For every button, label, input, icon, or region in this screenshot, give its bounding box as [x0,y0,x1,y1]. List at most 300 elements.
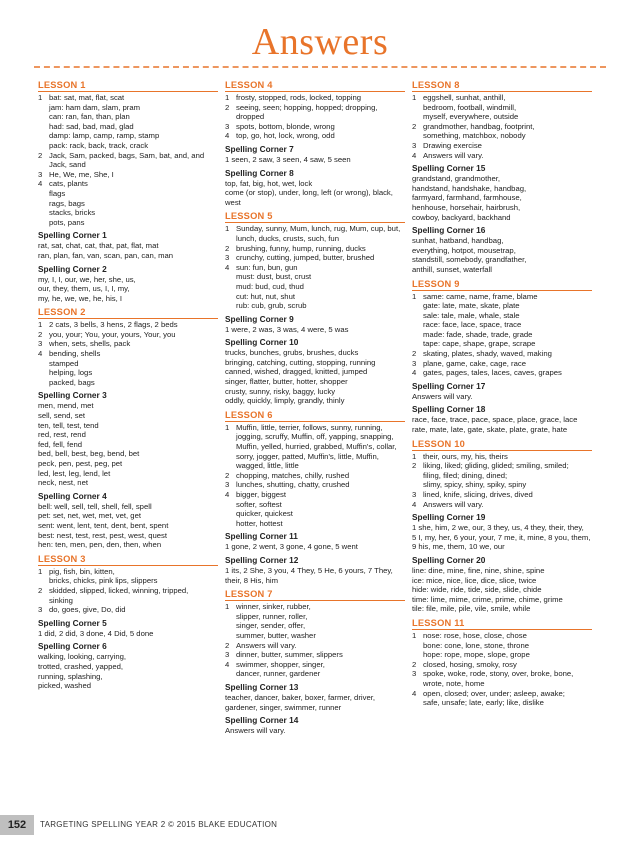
answer-line: rub: cub, grub, scrub [236,301,307,311]
answer-line: stamped [49,358,79,368]
answer-line: closed, hosing, smoky, rosy [423,659,517,669]
answer-line: sun: fun, bun, gun [236,262,298,272]
answer-line: liking, liked; gliding, glided; smiling, smiled; [423,461,569,471]
item-number: 3 [412,490,417,499]
answer-line: made: fade, shade, trade, grade [423,329,533,339]
answer-line: bending, shells [49,349,101,359]
answer-line: trotted, crashed, yapped, [38,661,124,671]
item-number: 1 [38,320,43,330]
answer-line: do, goes, give, Do, did [49,605,126,615]
item-number: 4 [225,262,230,272]
answer-line: mud: bud, cud, thud [236,281,304,291]
answer-item [412,141,592,151]
answer-item [412,151,592,161]
answer-item [225,480,405,490]
lesson-heading: LESSON 10 [412,438,592,451]
answer-line: Answers will vary. [412,391,473,401]
title-divider [34,66,606,68]
lesson-heading: LESSON 8 [412,79,592,92]
answer-line: 1 gone, 2 went, 3 gone, 4 gone, 5 went [225,542,358,552]
spelling-corner-heading: Spelling Corner 20 [412,554,486,565]
item-body [236,650,343,660]
answer-line: crusty, sunny, risky, baggy, lucky [225,386,336,396]
answer-line: winner, sinker, rubber, [236,602,311,612]
answer-line: race: face, lace, space, trace [423,320,522,330]
answer-line: Answers will vary. [423,150,484,160]
answer-line: ice: mice, nice, lice, dice, slice, twice [412,575,537,585]
answer-line: line: dine, mine, fine, nine, shine, spine [412,565,545,575]
lesson-heading: LESSON 5 [225,210,405,223]
item-number: 3 [225,253,230,263]
answer-line: lined, knife, slicing, drives, dived [423,490,533,499]
answer-line: rat, sat, chat, cat, that, pat, flat, mat [38,241,159,251]
answer-line: hen: ten, men, pen, den, then, when [38,540,162,550]
item-number: 1 [38,566,43,576]
answer-line: rags, bags [49,198,85,208]
answer-line: 1 its, 2 She, 3 you, 4 They, 5 He, 6 yours, 7 They, [225,565,393,575]
answer-line: gardener, singer, swimmer, runner [225,702,342,712]
answer-line: spots, bottom, blonde, wrong [236,121,335,131]
item-number: 3 [38,169,43,179]
answer-line: come (or stop), under, long, left (or wrong), black, [225,188,393,198]
item-body [423,368,562,378]
answer-line: bell: well, sell, tell, shell, fell, spell [38,501,152,511]
answer-item [412,93,592,122]
item-body [49,179,95,227]
page-title: Answers [251,21,389,63]
answer-item [38,567,218,586]
answer-line: our, they, them, us, I, I, my, [38,284,130,294]
item-number: 2 [225,243,230,253]
spelling-corner-heading: Spelling Corner 2 [38,263,107,274]
answer-line: brushing, funny, hump, running, ducks [236,243,366,253]
item-number: 2 [412,461,417,471]
answer-line: henhouse, horsehair, hairbrush, [412,202,521,212]
answer-line: dancer, runner, gardener [236,669,321,679]
answer-line: had: sad, bad, mad, glad [49,121,134,131]
item-body [236,471,349,481]
item-body [236,490,293,528]
answer-line: must: dust, bust, crust [236,272,312,282]
page-number: 152 [0,815,34,835]
answer-item [38,93,218,151]
answer-line: sunhat, hatband, handbag, [412,236,504,246]
answer-line: sinking [49,595,73,605]
answer-line: you, your; You, your, yours, Your, you [49,329,176,339]
answer-line: bricks, chicks, pink lips, slippers [49,576,158,586]
answer-line: Answers will vary. [225,726,286,736]
spelling-corner-heading: Spelling Corner 14 [225,715,299,726]
item-body [423,93,518,122]
item-body [236,93,361,103]
answer-line: my, I, I, our, we, her, she, us, [38,274,136,284]
answer-item [38,179,218,227]
answer-line: ran, plan, fan, van, scan, pan, can, man [38,250,174,260]
answer-line: my, he, we, we, he, his, I [38,293,123,303]
answer-item [412,122,592,141]
answer-line: running, splashing, [38,671,103,681]
lesson-heading: LESSON 2 [38,306,218,319]
item-number: 2 [38,150,43,160]
answer-item [412,349,592,359]
item-body [236,253,374,263]
answer-column-3 [412,79,592,708]
answer-item [225,650,405,660]
answer-column-2 [225,79,405,736]
item-number: 3 [225,121,230,131]
answer-line: open, closed; over, under; asleep, awake; [423,688,565,698]
item-body [423,349,552,359]
lesson-heading: LESSON 9 [412,278,592,291]
answer-line: grandmother, handbag, footprint, [423,121,535,131]
answer-line: safe, unsafe; late, early; like, dislike [423,698,544,708]
answer-line: helping, logs [49,368,93,378]
answer-line: skating, plates, shady, waved, making [423,349,552,359]
spelling-corner-heading: Spelling Corner 12 [225,554,299,565]
answer-line: peck, pen, pest, peg, pet [38,459,123,468]
answer-column-1 [38,79,218,691]
answer-line: bigger, biggest [236,490,287,499]
spelling-corner-heading: Spelling Corner 16 [412,225,486,236]
lesson-heading: LESSON 11 [412,617,592,630]
answer-line: nose: rose, hose, close, chose [423,630,527,640]
answer-item [225,263,405,311]
answer-line: wrote, note, home [423,678,485,688]
item-body [49,605,126,615]
answer-line: Sunday, sunny, Mum, lunch, rug, Mum, cup, but, [236,224,401,234]
item-body [49,151,204,170]
answer-line: sale: tale, male, whale, stale [423,310,520,320]
item-number: 1 [412,291,417,301]
answer-line: walking, looking, carrying, [38,652,127,662]
answer-line: slipper, runner, roller, [236,611,308,621]
item-number: 3 [412,140,417,150]
item-body [423,660,517,670]
answer-line: bone: cone, lone, stone, throne [423,640,529,650]
answer-line: race, face, trace, pace, space, place, grace, lace [412,415,578,425]
item-body [423,359,526,369]
answer-line: bringing, catching, cutting, stopping, running [225,357,376,367]
answer-line: farmyard, farmhand, farmhouse, [412,193,522,203]
answer-line: bedroom, football, windmill, [423,102,517,112]
item-number: 1 [38,93,43,102]
spelling-corner-heading: Spelling Corner 17 [412,380,486,391]
answer-item [412,500,592,510]
item-body [49,320,178,330]
item-body [423,689,565,708]
answer-item [412,490,592,500]
spelling-corner-heading: Spelling Corner 4 [38,490,107,501]
item-body [423,500,484,510]
item-number: 4 [412,499,417,509]
answer-item [38,586,218,605]
item-body [236,103,377,122]
answer-line: plane, game, cake, cage, race [423,358,526,368]
answer-line: lunch, ducks, crusts, such, fun [236,233,339,243]
answer-line: crunchy, cutting, jumped, butter, brushed [236,253,375,263]
lesson-heading: LESSON 3 [38,553,218,566]
answer-line: swimmer, shopper, singer, [236,659,325,669]
spelling-corner-heading: Spelling Corner 5 [38,617,107,628]
item-number: 3 [225,480,230,490]
answer-item [38,330,218,340]
answer-line: spoke, woke, rode, stony, over, broke, bone, [423,669,574,679]
answer-line: damp: lamp, camp, ramp, stamp [49,131,160,141]
answer-item [412,631,592,660]
answer-line: red, rest, rend [38,430,86,440]
answer-line: canned, wished, dragged, knitted, jumped [225,367,368,377]
answer-line: dinner, butter, summer, slippers [236,650,343,660]
answer-line: anthill, sunset, waterfall [412,264,492,274]
answer-item [225,253,405,263]
item-body [49,567,158,586]
answer-line: gate: late, mate, skate, plate [423,301,520,311]
answer-line: same: came, name, frame, blame [423,291,538,301]
answer-line: pig, fish, bin, kitten, [49,566,115,576]
answer-line: time: lime, mime, crime, prime, chime, grime [412,594,563,604]
answer-item [225,490,405,528]
item-body [423,669,573,688]
answer-line: something, matchbox, nobody [423,131,526,141]
answer-line: dropped [236,112,265,122]
answer-item [225,602,405,640]
item-body [423,461,569,490]
item-number: 2 [412,349,417,359]
answer-line: chopping, matches, chilly, rushed [236,470,350,480]
answer-line: cut: hut, nut, shut [236,291,295,301]
item-body [236,122,335,132]
answer-line: sorry, jogger, patted, Muffin's, little, Muffin, [236,451,379,461]
item-body [423,292,538,350]
item-body [423,151,484,161]
answer-line: Jack, sand [49,160,86,170]
item-body [236,480,350,490]
answer-line: their, ours, my, his, theirs [423,451,508,461]
item-number: 1 [225,422,230,432]
answer-line: best: nest, test, rest, pest, west, quest [38,530,168,540]
item-number: 4 [412,368,417,378]
answer-line: slimy, spicy, shiny, spiky, spiny [423,480,527,490]
item-number: 2 [412,659,417,669]
answer-item [412,689,592,708]
answer-item [225,131,405,141]
answer-line: packed, bags [49,377,95,387]
answer-line: eggshell, sunhat, anthill, [423,93,506,102]
item-body [423,631,530,660]
answer-line: rate, mate, late, gate, skate, plate, grate, hate [412,425,568,435]
item-number: 3 [38,339,43,349]
lesson-heading: LESSON 4 [225,79,405,92]
answer-item [38,151,218,170]
answer-line: hide: wide, ride, tide, side, slide, chide [412,585,542,595]
answer-item [225,103,405,122]
answer-line: jogging, scruffy, Muffin, off, yapping, snapping, [236,432,394,442]
item-number: 2 [225,102,230,112]
answer-item [412,368,592,378]
item-number: 4 [225,131,230,141]
answer-line: oddly, quickly, limply, grandly, thinly [225,396,345,406]
answer-item [225,660,405,679]
answer-line: when, sets, shells, pack [49,339,131,349]
page-footer [0,815,640,835]
spelling-corner-heading: Spelling Corner 7 [225,143,294,154]
answer-line: 2 cats, 3 bells, 3 hens, 2 flags, 2 beds [49,320,178,330]
answer-line: Muffin, yelled, hurried, grabbed, Muffin's, collar, [236,442,397,452]
answer-line: pots, pans [49,217,85,227]
answer-line: cowboy, backyard, backhand [412,212,511,222]
answer-line: 5 I, my, her, 6 your, your, 7 me, it, mine, 8 you, them, [412,532,591,542]
lesson-heading: LESSON 1 [38,79,218,92]
spelling-corner-heading: Spelling Corner 3 [38,390,107,401]
answer-line: Drawing exercise [423,140,482,150]
answer-item [412,292,592,350]
answer-line: filing, filed; dining, dined; [423,470,508,480]
item-number: 4 [38,179,43,189]
answer-line: teacher, dancer, baker, boxer, farmer, driver, [225,692,375,702]
item-body [49,349,100,387]
answer-line: west [225,197,241,207]
spelling-corner-heading: Spelling Corner 11 [225,531,298,542]
item-body [49,330,176,340]
answer-line: Answers will vary. [423,499,484,509]
answer-line: their, 8 His, him [225,575,278,585]
spelling-corner-heading: Spelling Corner 13 [225,681,299,692]
answer-line: 1 did, 2 did, 3 done, 4 Did, 5 done [38,628,154,638]
item-number: 3 [412,358,417,368]
answer-line: Muffin, little, terrier, follows, sunny, running, [236,422,383,432]
answer-line: softer, softest [236,499,282,509]
answer-item [412,461,592,490]
spelling-corner-heading: Spelling Corner 18 [412,404,486,415]
item-body [423,122,535,141]
answer-line: ten, tell, test, tend [38,420,99,430]
answer-item [225,93,405,103]
item-body [423,141,482,151]
answer-line: seeing, seen; hopping, hopped; dropping, [236,102,378,112]
answer-line: handstand, handshake, handbag, [412,183,527,193]
lesson-heading: LESSON 6 [225,409,405,422]
answer-line: 9 his, me, them, 10 we, our [412,542,505,552]
answer-item [412,669,592,688]
spelling-corner-heading: Spelling Corner 1 [38,230,107,241]
item-number: 4 [412,150,417,160]
answer-line: wagged, little, little [236,461,299,471]
item-body [236,423,397,471]
answer-item [225,471,405,481]
answer-line: sent: went, lent, tent, dent, bent, spent [38,520,169,530]
spelling-corner-heading: Spelling Corner 15 [412,163,486,174]
item-number: 1 [412,93,417,102]
item-number: 4 [225,490,230,499]
spelling-corner-heading: Spelling Corner 6 [38,641,107,652]
spelling-corner-heading: Spelling Corner 10 [225,337,299,348]
item-body [49,170,114,180]
item-number: 2 [38,329,43,339]
answer-item [225,224,405,243]
item-body [49,339,130,349]
answer-item [225,122,405,132]
answer-line: neck, nest, net [38,478,88,488]
answer-item [412,359,592,369]
answer-line: bat: sat, mat, flat, scat [49,93,125,102]
answer-line: flags [49,188,66,198]
answer-line: tile: file, mile, pile, vile, smile, while [412,604,531,614]
answer-line: can: ran, fan, than, plan [49,112,130,122]
answer-line: everything, hotpot, mousetrap, [412,245,516,255]
answer-line: jam: ham dam, slam, pram [49,102,140,112]
answer-line: stacks, bricks [49,208,96,218]
answer-line: frosty, stopped, rods, locked, topping [236,93,362,102]
item-number: 1 [412,451,417,461]
answer-line: summer, butter, washer [236,630,316,640]
answer-line: singer, flatter, butter, hotter, shopper [225,377,348,387]
item-number: 2 [225,470,230,480]
answer-line: quicker, quickest [236,509,293,519]
item-number: 1 [412,630,417,640]
item-number: 1 [225,224,230,234]
spelling-corner-heading: Spelling Corner 19 [412,512,486,523]
answer-line: 1 were, 2 was, 3 was, 4 were, 5 was [225,324,349,334]
item-body [236,244,366,254]
answer-line: pet: set, net, wet, met, vet, get [38,511,141,521]
answer-line: Jack, Sam, packed, bags, Sam, bat, and, and [49,150,205,160]
answer-item [225,641,405,651]
item-number: 1 [225,602,230,612]
answer-line: fed, fell, fend [38,439,83,449]
answer-line: singer, sender, offer, [236,621,306,631]
item-number: 4 [412,688,417,698]
lesson-heading: LESSON 7 [225,588,405,601]
spelling-corner-heading: Spelling Corner 9 [225,313,294,324]
item-number: 3 [38,605,43,615]
answer-item [225,423,405,471]
answer-item [412,660,592,670]
answer-line: hope: rope, mope, slope, grope [423,650,530,660]
item-body [236,131,335,141]
answer-line: picked, washed [38,681,91,691]
item-number: 3 [412,669,417,679]
answer-line: tape: cape, shape, grape, scrape [423,339,536,349]
answer-line: lunches, shutting, chatty, crushed [236,480,350,490]
item-body [236,641,297,651]
item-number: 3 [225,650,230,660]
item-body [423,452,508,462]
answer-item [38,349,218,387]
answer-line: bed, bell, best, beg, bend, bet [38,449,140,459]
item-number: 2 [38,585,43,595]
spelling-corner-heading: Spelling Corner 8 [225,167,294,178]
answer-line: top, go, hot, lock, wrong, odd [236,131,335,141]
answer-line: sell, send, set [38,411,86,421]
item-body [236,602,316,640]
item-number: 4 [38,349,43,359]
answer-line: skidded, slipped, licked, winning, tripped, [49,585,189,595]
answer-line: 1 she, him, 2 we, our, 3 they, us, 4 they, their, they, [412,523,584,533]
answer-item [38,320,218,330]
answer-item [225,244,405,254]
answer-line: trucks, bunches, grubs, brushes, ducks [225,348,359,358]
item-body [49,93,159,151]
answer-line: standstill, somebody, grandfather, [412,255,527,265]
footer-credit: TARGETING SPELLING YEAR 2 © 2015 BLAKE EDUCATION [40,820,278,829]
answer-line: grandstand, grandmother, [412,174,501,184]
answer-line: 1 seen, 2 saw, 3 seen, 4 saw, 5 seen [225,154,351,164]
answer-item [38,605,218,615]
answer-line: men, mend, met [38,401,94,411]
item-number: 2 [412,121,417,131]
item-body [423,490,533,500]
answer-item [412,452,592,462]
